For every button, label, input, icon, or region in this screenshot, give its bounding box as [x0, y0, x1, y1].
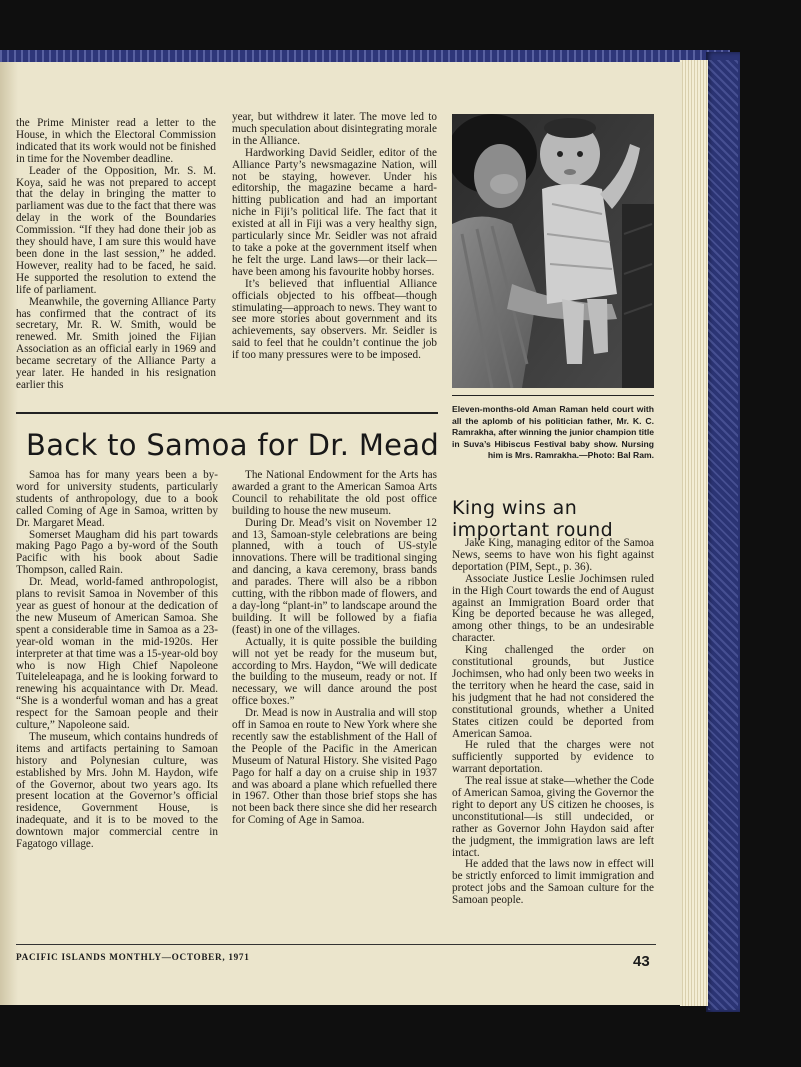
paragraph: year, but withdrew it later. The move led to much speculation about disintegrating morale in the Alliance. — [232, 111, 437, 147]
paragraph: Dr. Mead, world-famed anthropologist, plans to revisit Samoa in November of this year as guest of honour at the dedication of the new Museum of American Samoa. She spent a considerable time in Samoa as a 23-year-old woman in the mid-1920s. Her interpreter at that time was a 15-year-old boy who is now High Chief Napoleone Tuiteleleapaga, and he is looking forward to renewing his acquaintance with Dr. Mead. “She is a wonderful woman and has a great respect for the Samoan people and their culture,” Napoleone said. — [16, 576, 219, 732]
paragraph: He added that the laws now in effect will be strictly enforced to limit immigration and protect jobs and the Samoan culture for the Samoan people. — [452, 858, 654, 907]
paragraph: the Prime Minister read a letter to the House, in which the Electoral Commission indicated that its work would not be finished in time for the November deadline. — [16, 117, 216, 165]
paragraph: King challenged the order on constitutional grounds, but Justice Jochimsen, who had only been two weeks in the territory when he heard the case, said in his judgment that he had not considered the constitutional grounds, whether a United States citizen could be deported from American Samoa. — [452, 644, 654, 740]
photo-mother-and-baby — [452, 114, 654, 388]
paragraph: Meanwhile, the governing Alliance Party has confirmed that the contract of its secretary, Mr. R. W. Smith, would be renewed. Mr. Smith joined the Fijian Association as an official early in 1969 and became secretary of the Alliance Party a year later. He handed in his resignation earlier this — [16, 295, 216, 391]
paragraph: The real issue at stake—whether the Code of American Samoa, giving the Governor the right to deport any US citizen he chooses, is unconstitutional—is still undecided, or rather as Governor John Haydon said after the judgment, the immigration laws are left intact. — [452, 775, 654, 859]
section-divider — [16, 412, 438, 414]
paragraph: Associate Justice Leslie Jochimsen ruled in the High Court towards the end of August against an Immigration Board order that King be deported because he was alleged, among other things, to be an undesirable character. — [452, 572, 654, 645]
king-headline-line-1: King wins an — [452, 497, 578, 519]
page-number: 43 — [633, 953, 650, 970]
paragraph: He ruled that the charges were not sufficiently supported by evidence to warrant deportation. — [452, 739, 654, 776]
paragraph: Samoa has for many years been a by-word for university students, particularly students of anthropology, due to a book called Coming of Age in Samoa, written by Dr. Margaret Mead. — [16, 469, 218, 529]
samoa-article-column-2 — [232, 470, 437, 827]
paragraph: During Dr. Mead’s visit on November 12 and 13, Samoan-style celebrations are being planned, with a touch of US-style innovations. There will be traditional singing and dancing, a kava ceremony, brass bands and parades. There will also be a ribbon cutting, with the ribbon made of flowers, and a day-long “plant-in” to landscape around the building. It will be followed by a fiafia (feast) in one of the villages. — [232, 516, 437, 636]
publication-footer: PACIFIC ISLANDS MONTHLY—OCTOBER, 1971 — [16, 952, 250, 962]
photo-image — [452, 114, 654, 388]
paragraph: Hardworking David Seidler, editor of the Alliance Party’s newsmagazine Nation, will not be staying, however. Under his editorship, the magazine became a hard-hitting publication and had an important niche in Fiji’s political life. The fact that it existed at all in Fiji was a very healthy sign, particularly since Mr. Seidler was not afraid to take a poke at the government itself when he felt the urge. Land laws—or their lack—have been among his favourite hobby horses. — [232, 146, 437, 278]
fiji-article-column-2 — [232, 112, 437, 362]
paragraph: It’s believed that influential Alliance officials objected to his offbeat—though stimulating—approach to news. They want to see more stories about government and its achievements, say observers. Mr. Seidler is said to feel that he couldn’t continue the job if too many pressures were to be imposed. — [232, 277, 437, 362]
paragraph: Dr. Mead is now in Australia and will stop off in Samoa en route to New York where she recently saw the establishment of the Hall of the People of the Pacific in the American Museum of Natural History. She visited Pago Pago for half a day on a cruise ship in 1937 and was aboard a plane which refuelled there in 1967. Other than those brief stops she has not been back there since she did her research for Coming of Age in Samoa. — [232, 707, 438, 827]
samoa-article-column-1 — [16, 470, 218, 851]
photo-caption: Eleven-months-old Aman Raman held court with all the aplomb of his politician father, Mr. K. C. Ramrakha, after winning the junior champion title in Suva’s Hibiscus Festival baby show. Nursing him is Mrs. Ramrakha.—Photo: Bal Ram. — [452, 404, 654, 461]
king-headline-line-2: important round — [452, 519, 614, 541]
fiji-article-column-1 — [16, 118, 216, 392]
samoa-headline: Back to Samoa for Dr. Mead — [26, 428, 440, 462]
king-headline — [452, 497, 662, 541]
paragraph: The museum, which contains hundreds of items and artifacts pertaining to Samoan history and Polynesian culture, was established by Mrs. John M. Haydon, wife of the Governor, about two years ago. Its present location at the Governor’s official residence, Government House, is inadequate, and it is to be moved to the downtown major commercial centre in Fagatogo village. — [16, 730, 218, 851]
caption-rule — [452, 395, 654, 396]
paragraph: The National Endowment for the Arts has awarded a grant to the American Samoa Arts Council to rehabilitate the old post office building to house the new museum. — [232, 469, 437, 517]
paragraph: Jake King, managing editor of the Samoa News, seems to have won his fight against deportation (PIM, Sept., p. 36). — [452, 537, 654, 573]
paragraph: Actually, it is quite possible the building will not yet be ready for the museum but, according to Mrs. Haydon, “We will dedicate the building to the museum, ready or not. If necessary, we will dance around the post office boxes.” — [232, 635, 437, 708]
page-edges — [680, 60, 708, 1006]
binding-texture — [708, 60, 738, 1010]
king-article-column — [452, 538, 654, 907]
paragraph: Somerset Maugham did his part towards making Pago Pago a by-word of the South Pacific with his book about Sadie Thompson, called Rain. — [16, 528, 218, 577]
footer-rule — [16, 944, 656, 945]
paragraph: Leader of the Opposition, Mr. S. M. Koya, said he was not prepared to accept that the delay in bringing the matter to parliament was due to the fact that there was delay in the work of the Boundaries Commission. “If they had done their job as they should have, I am sure this would have been done in the last session,” he added. However, reality had to be faced, he said. He supported the resolution to extend the life of parliament. — [16, 164, 216, 296]
